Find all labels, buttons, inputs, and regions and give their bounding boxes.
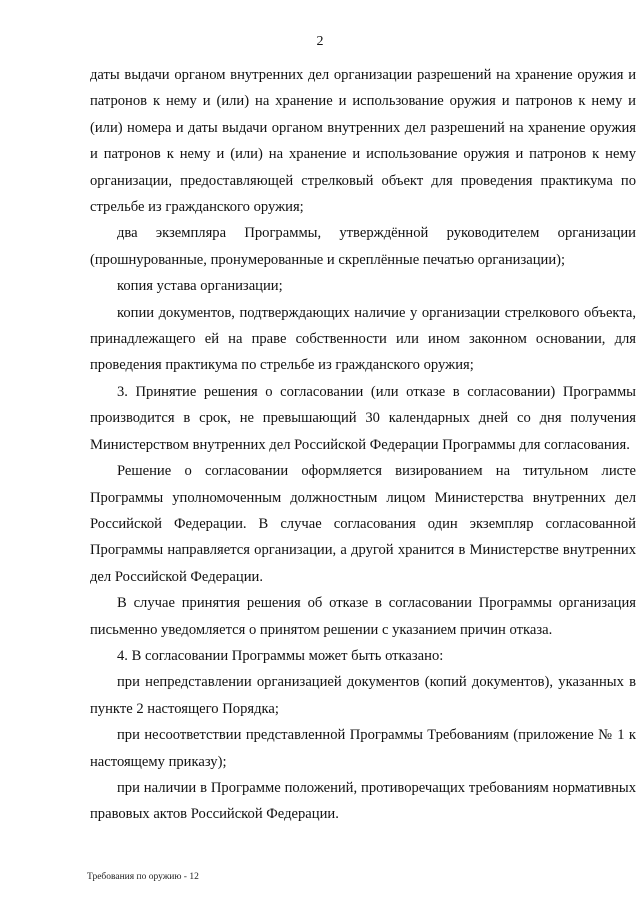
paragraph-program-copies: два экземпляра Программы, утверждённой руководителем организации (прошнурованные, пронумерованные и скреплённые печатью организации); <box>90 225 636 268</box>
paragraph-shooting-range-docs: копии документов, подтверждающих наличие у организации стрелкового объекта, принадлежащего ей на праве собственности или ином законном основании, для проведения практикума по стрельбе из гражданского оружия; <box>90 304 636 374</box>
paragraph-refusal-contradiction: при наличии в Программе положений, противоречащих требованиям нормативных правовых актов Российской Федерации. <box>90 779 636 823</box>
paragraph-approval-visa: Решение о согласовании оформляется визированием на титульном листе Программы уполномоченным должностным лицом Министерства внутренних дел Российской Федерации. В случае согласования один экземпляр согласованной Программы направляется организации, а другой хранится в Министерстве внутренних дел Российской Федерации. <box>90 463 636 585</box>
document-body <box>90 62 636 828</box>
paragraph-refusal-noncompliance: при несоответствии представленной Программы Требованиям (приложение № 1 к настоящему приказу); <box>90 727 636 770</box>
page-number: 2 <box>316 34 324 49</box>
paragraph-charter-copy: копия устава организации; <box>117 278 283 295</box>
page-footer: Требования по оружию - 12 <box>87 872 199 882</box>
paragraph-refusal-notice: В случае принятия решения об отказе в согласовании Программы организация письменно уведомляется о принятом решении с указанием причин отказа. <box>90 595 636 638</box>
paragraph-section-4-heading: 4. В согласовании Программы может быть отказано: <box>117 647 444 664</box>
paragraph-permit-dates: даты выдачи органом внутренних дел организации разрешений на хранение оружия и патронов к нему и (или) на хранение и использование оружия и патронов к нему и (или) номера и даты выдачи органом внутренних дел разрешений на хранение оружия и патронов к нему и (или) на хранение и использование оружия и патронов к нему организации, предоставляющей стрелковый объект для проведения практикума по стрельбе из гражданского оружия; <box>90 67 636 216</box>
paragraph-section-3-decision-term: 3. Принятие решения о согласовании (или отказе в согласовании) Программы производится в срок, не превышающий 30 календарных дней со дня получения Министерством внутренних дел Российской Федерации Программы для согласования. <box>90 383 636 453</box>
paragraph-refusal-missing-docs: при непредставлении организацией документов (копий документов), указанных в пункте 2 настоящего Порядка; <box>90 674 636 717</box>
